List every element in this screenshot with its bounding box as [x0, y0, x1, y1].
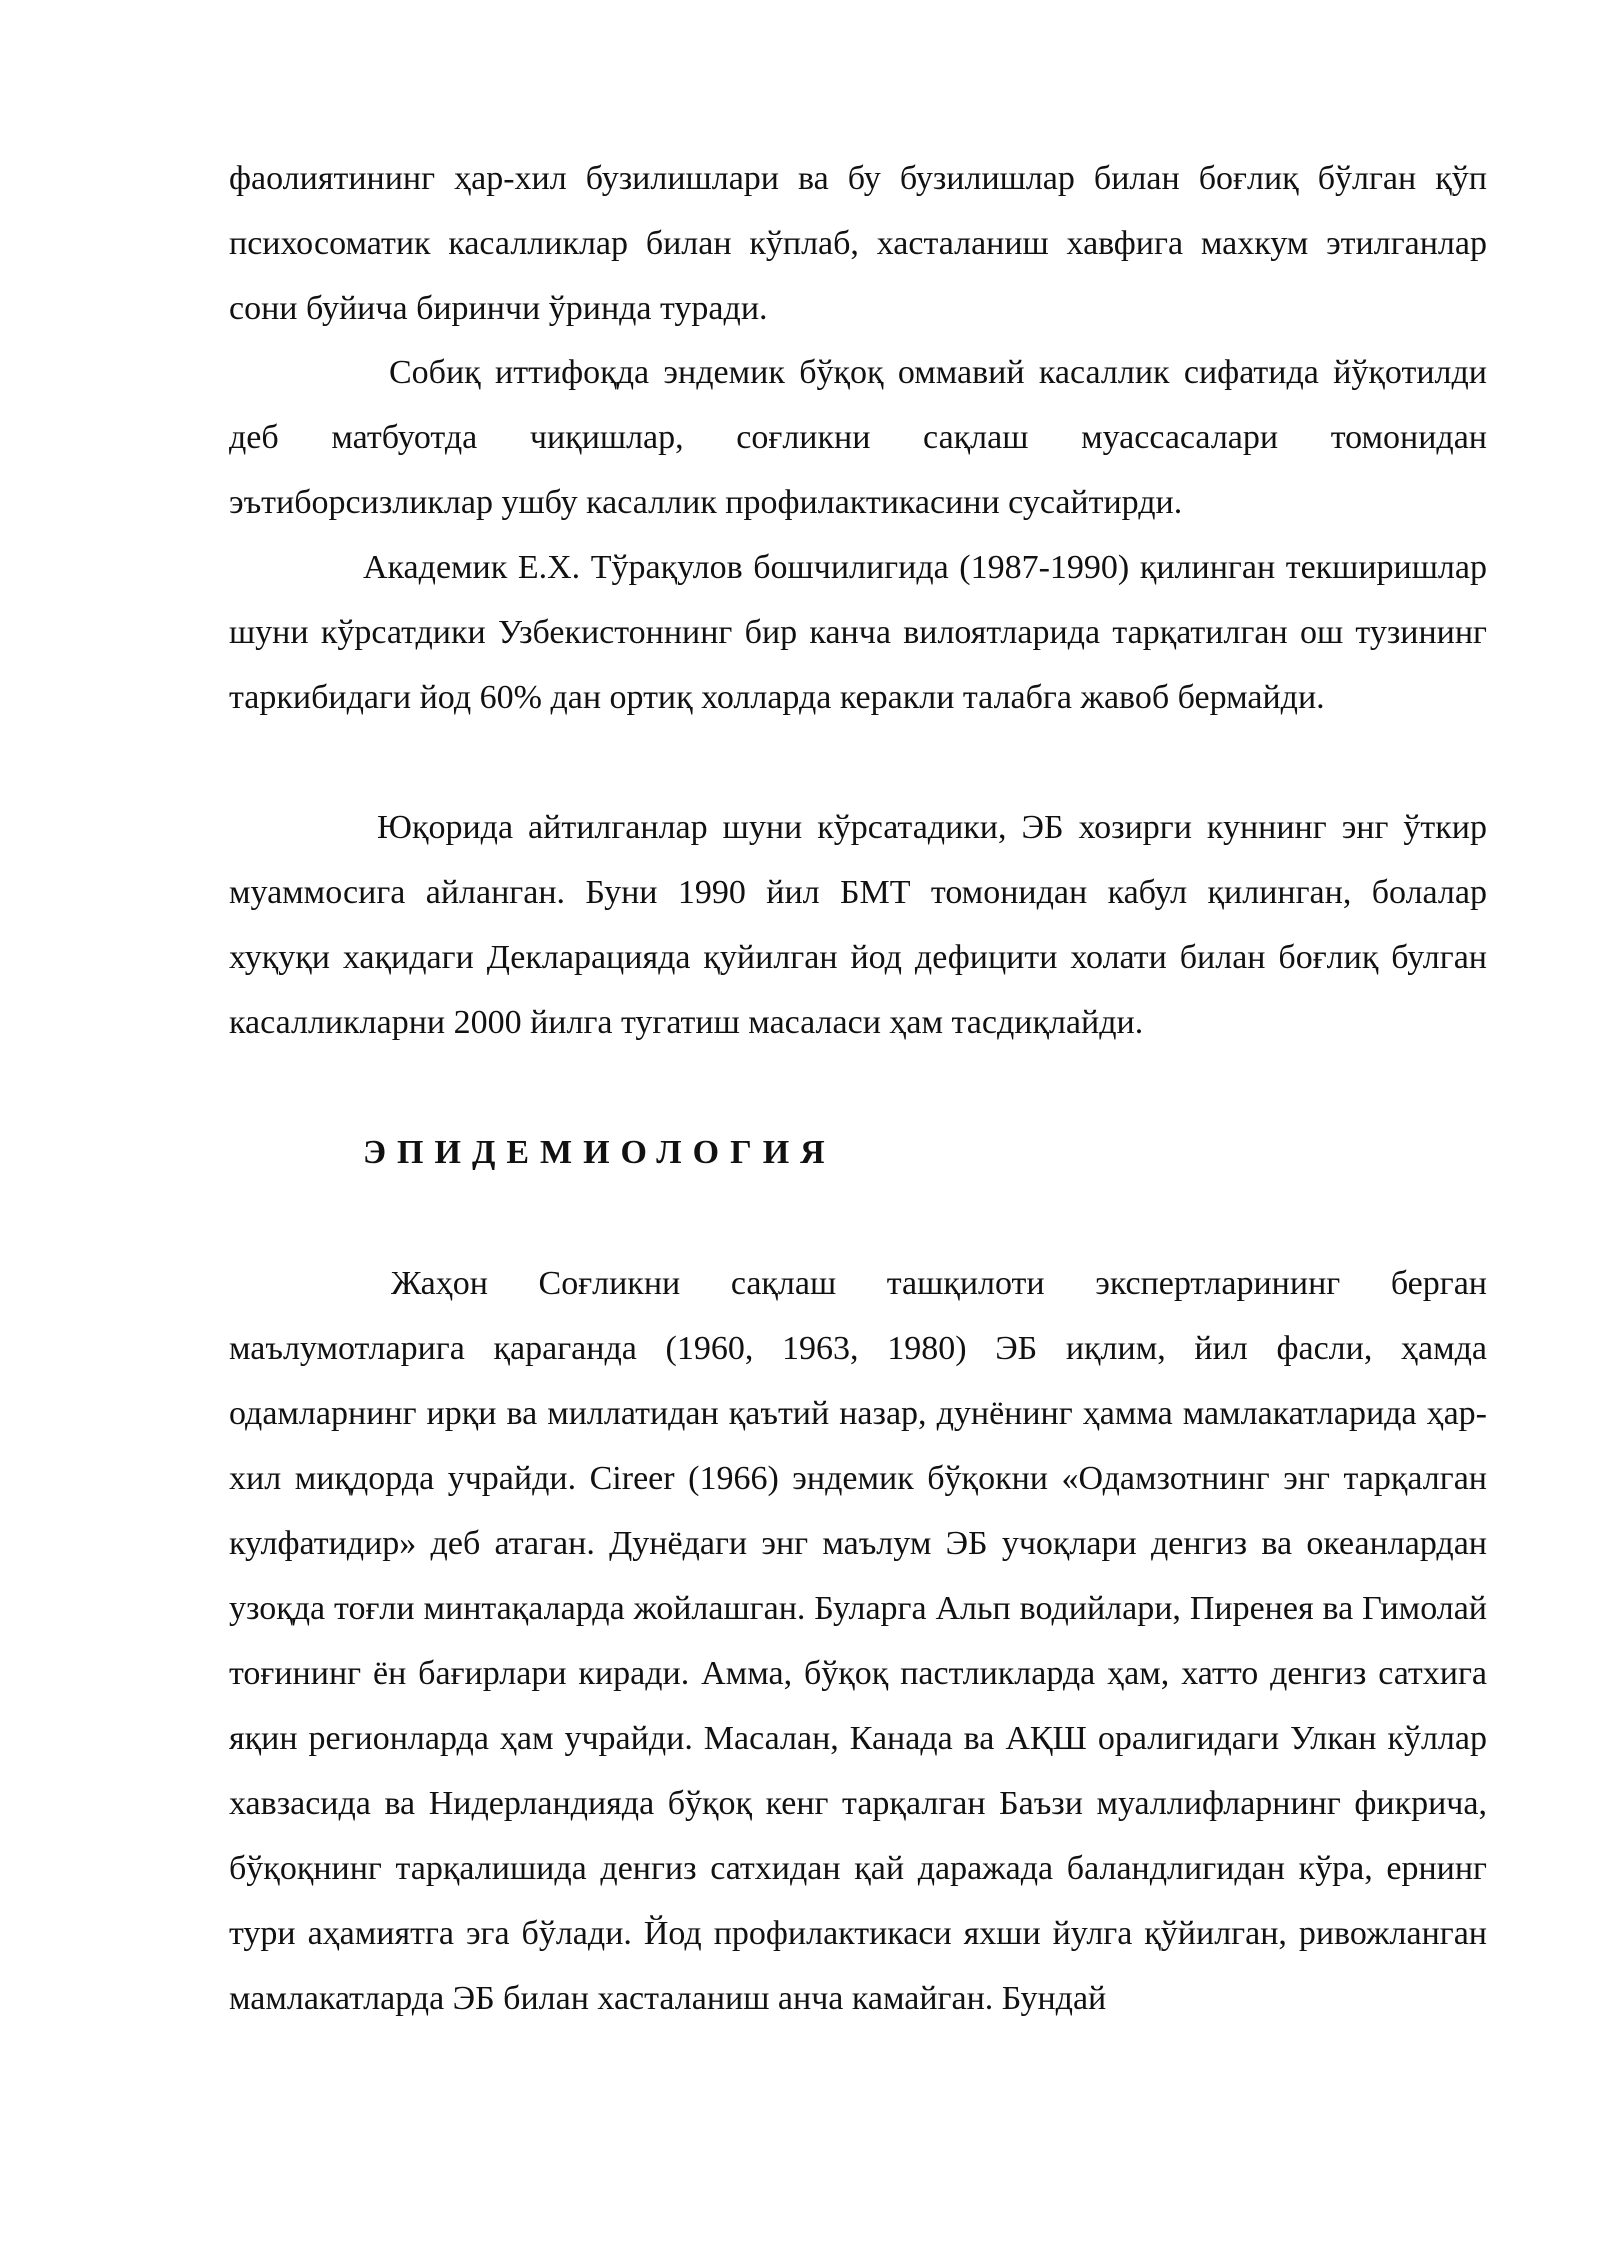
paragraph-yuqorida: Юқорида айтилганлар шуни кўрсатадики, ЭБ хозирги куннинг энг ўткир муаммосига айланган. Буни 1990 йил БМТ томонидан кабул қилинган, болалар хуқуқи хақидаги Декларацияда қуйилган йод дефицити холати билан боғлиқ булган касалликларни 2000 йилга тугатиш масаласи ҳам тасдиқлайди.: [229, 809, 1487, 1041]
section-heading-epidemiology: ЭПИДЕМИОЛОГИЯ: [363, 1134, 836, 1171]
paragraph-continuation: фаолиятининг ҳар-хил бузилишлари ва бу бузилишлар билан боғлиқ бўлган қўп психосоматик касалликлар билан кўплаб, хасталаниш хавфига махкум этилганлар сони буйича биринчи ўринда туради.: [229, 160, 1487, 327]
paragraph-jahon-sogliqni: Жаҳон Соғликни сақлаш ташқилоти экспертларининг берган маълумотларига қараганда (1960, 1963, 1980) ЭБ иқлим, йил фасли, ҳамда одамларнинг ирқи ва миллатидан қаътий назар, дунёнинг ҳамма мамлакатларида ҳар-хил миқдорда учрайди. Cireer (1966) эндемик бўқокни «Одамзотнинг энг тарқалган кулфатидир» деб атаган. Дунёдаги энг маълум ЭБ учоқлари денгиз ва океанлардан узоқда тоғли минтақаларда жойлашган. Буларга Альп водийлари, Пиренея ва Гимолай тоғининг ён бағирлари киради. Амма, бўқоқ пастликларда ҳам, хатто денгиз сатхига яқин регионларда ҳам учрайди. Масалан, Канада ва АҚШ оралигидаги Улкан кўллар хавзасида ва Нидерландияда бўқоқ кенг тарқалган Баъзи муаллифларнинг фикрича, бўқоқнинг тарқалишида денгиз сатхидан қай даражада баландлигидан кўра, ернинг тури аҳамиятга эга бўлади. Йод профилактикаси яхши йулга қўйилган, ривожланган мамлакатларда ЭБ билан хасталаниш анча камайган. Бундай: [229, 1265, 1487, 2017]
paragraph-sobiq-ittifoq: Собиқ иттифоқда эндемик бўқоқ оммавий касаллик сифатида йўқотилди деб матбуотда чиқишлар, соғликни сақлаш муассасалари томонидан эътиборсизликлар ушбу касаллик профилактикасини сусайтирди.: [229, 354, 1487, 521]
paragraph-akademik-turaqulov: Академик Е.Х. Тўрақулов бошчилигида (1987-1990) қилинган текширишлар шуни кўрсатдики Узбекистоннинг бир канча вилоятларида тарқатилган ош тузининг таркибидаги йод 60% дан ортиқ холларда керакли талабга жавоб бермайди.: [229, 549, 1487, 716]
